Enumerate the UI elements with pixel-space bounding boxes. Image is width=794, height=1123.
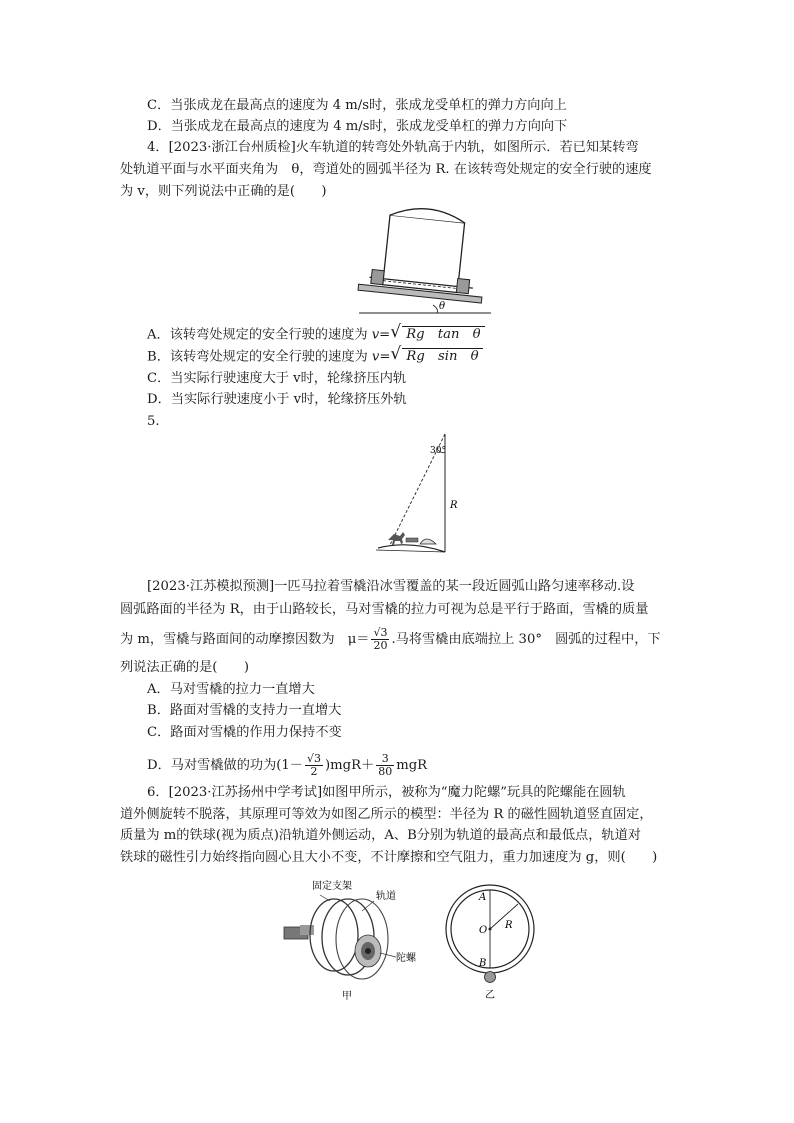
q5-stem-line3 xyxy=(120,627,661,652)
q5-d-den2: 80 xyxy=(378,765,393,778)
sled-hill-figure xyxy=(370,428,480,558)
point-b-label: B xyxy=(479,958,487,969)
mu-numerator: √3 xyxy=(373,626,388,639)
angle-30-label: 30° xyxy=(430,446,446,456)
q5-option-d-post: mgR xyxy=(396,758,428,773)
q5-option-d-mid: )mgR＋ xyxy=(325,758,375,773)
q4-option-a-var: v xyxy=(371,327,380,343)
q4-option-a-sqrt xyxy=(390,326,484,344)
point-a-label: A xyxy=(479,892,487,903)
q5-option-b: B．路面对雪橇的支持力一直增大 xyxy=(147,703,342,718)
radius-label: R xyxy=(505,920,513,931)
q5-d-den1: 2 xyxy=(310,765,318,778)
caption-jia: 甲 xyxy=(342,991,352,1002)
caption-yi: 乙 xyxy=(485,990,495,1001)
q6-stem-line2: 道外侧旋转不脱落，其原理可等效为如图乙所示的模型：半径为 R 的磁性圆轨道竖直固定， xyxy=(120,807,653,822)
q5-number: 5. xyxy=(147,414,160,429)
label-fixed-support: 固定支架 xyxy=(312,881,352,892)
train-curve-figure xyxy=(355,205,495,317)
label-track: 轨道 xyxy=(376,891,396,902)
q4-option-a-eq: = xyxy=(379,327,391,343)
q6-stem-line1: 6．[2023·江苏扬州中学考试]如图甲所示，被称为“魔力陀螺”玩具的陀螺能在圆轨 xyxy=(147,785,626,800)
q5-d-num1: √3 xyxy=(306,752,321,765)
q4-option-a-text: A．该转弯处规定的安全行驶的速度为 xyxy=(147,327,372,343)
q5-option-d xyxy=(147,753,427,778)
q4-stem-line2: 处轨道平面与水平面夹角为 θ，弯道处的圆弧半径为 R. 在该转弯处规定的安全行驶的速度 xyxy=(120,162,652,177)
q5-stem-line3-post: .马将雪橇由底端拉上 30° 圆弧的过程中，下 xyxy=(391,632,661,647)
q4-option-b-sqrt xyxy=(390,348,482,366)
q6-stem-line4: 铁球的磁性引力始终指向圆心且大小不变，不计摩擦和空气阻力，重力加速度为 g，则( ) xyxy=(120,850,658,865)
mu-denominator: 20 xyxy=(373,639,388,652)
q4-stem-line3: 为 v，则下列说法中正确的是( ) xyxy=(120,184,327,199)
q4-option-c: C．当实际行驶速度大于 v时，轮缘挤压内轨 xyxy=(147,371,407,386)
q4-option-d: D．当实际行驶速度小于 v时，轮缘挤压外轨 xyxy=(147,392,407,407)
q5-stem-line4: 列说法正确的是( ) xyxy=(120,660,249,675)
q5-d-fraction2 xyxy=(376,753,394,778)
q5-stem-line3-pre: 为 m，雪橇与路面间的动摩擦因数为 μ＝ xyxy=(120,632,370,647)
q5-d-fraction1 xyxy=(305,753,323,778)
q4-option-b-text: B．该转弯处规定的安全行驶的速度为 xyxy=(147,349,372,365)
iron-ball xyxy=(485,972,496,983)
magnetic-track-diagram xyxy=(443,876,539,1002)
q5-stem-line2: 圆弧路面的半径为 R，由于山路较长，马对雪橇的拉力可视为总是平行于路面，雪橇的质量 xyxy=(120,602,649,617)
q4-option-b xyxy=(147,348,483,367)
q4-option-a xyxy=(147,326,485,345)
q5-d-num2: 3 xyxy=(376,753,394,766)
q5-stem-line1: [2023·江苏模拟预测]一匹马拉着雪橇沿冰雪覆盖的某一段近圆弧山路匀速率移动.设 xyxy=(147,579,635,594)
q4-stem-line1: 4．[2023·浙江台州质检]火车轨道的转弯处外轨高于内轨，如图所示．若已知某转弯 xyxy=(147,140,639,155)
q3-option-c: C．当张成龙在最高点的速度为 4 m/s时，张成龙受单杠的弹力方向向上 xyxy=(147,98,567,113)
radius-r-label: R xyxy=(450,500,458,511)
q4-option-b-var: v xyxy=(371,349,380,365)
q6-stem-line3: 质量为 m的铁球(视为质点)沿轨道外侧运动，A、B分别为轨道的最高点和最低点，轨道对 xyxy=(120,828,641,843)
q5-option-d-pre: D．马对雪橇做的功为(1－ xyxy=(147,758,303,773)
center-o-label: O xyxy=(479,925,488,936)
q4-option-a-radicand: Rg tan θ xyxy=(402,326,484,342)
magic-top-photo-figure xyxy=(282,875,432,1005)
q4-option-b-radicand: Rg sin θ xyxy=(402,348,482,364)
q3-option-d: D．当张成龙在最高点的速度为 4 m/s时，张成龙受单杠的弹力方向向下 xyxy=(147,119,568,134)
angle-theta-label: θ xyxy=(439,301,446,312)
spinning-top-icon xyxy=(355,935,381,967)
q5-option-a: A．马对雪橇的拉力一直增大 xyxy=(147,682,315,697)
mu-fraction xyxy=(371,627,389,652)
q4-option-b-eq: = xyxy=(379,349,391,365)
label-top: 陀螺 xyxy=(396,953,416,964)
q5-option-c: C．路面对雪橇的作用力保持不变 xyxy=(147,725,342,740)
